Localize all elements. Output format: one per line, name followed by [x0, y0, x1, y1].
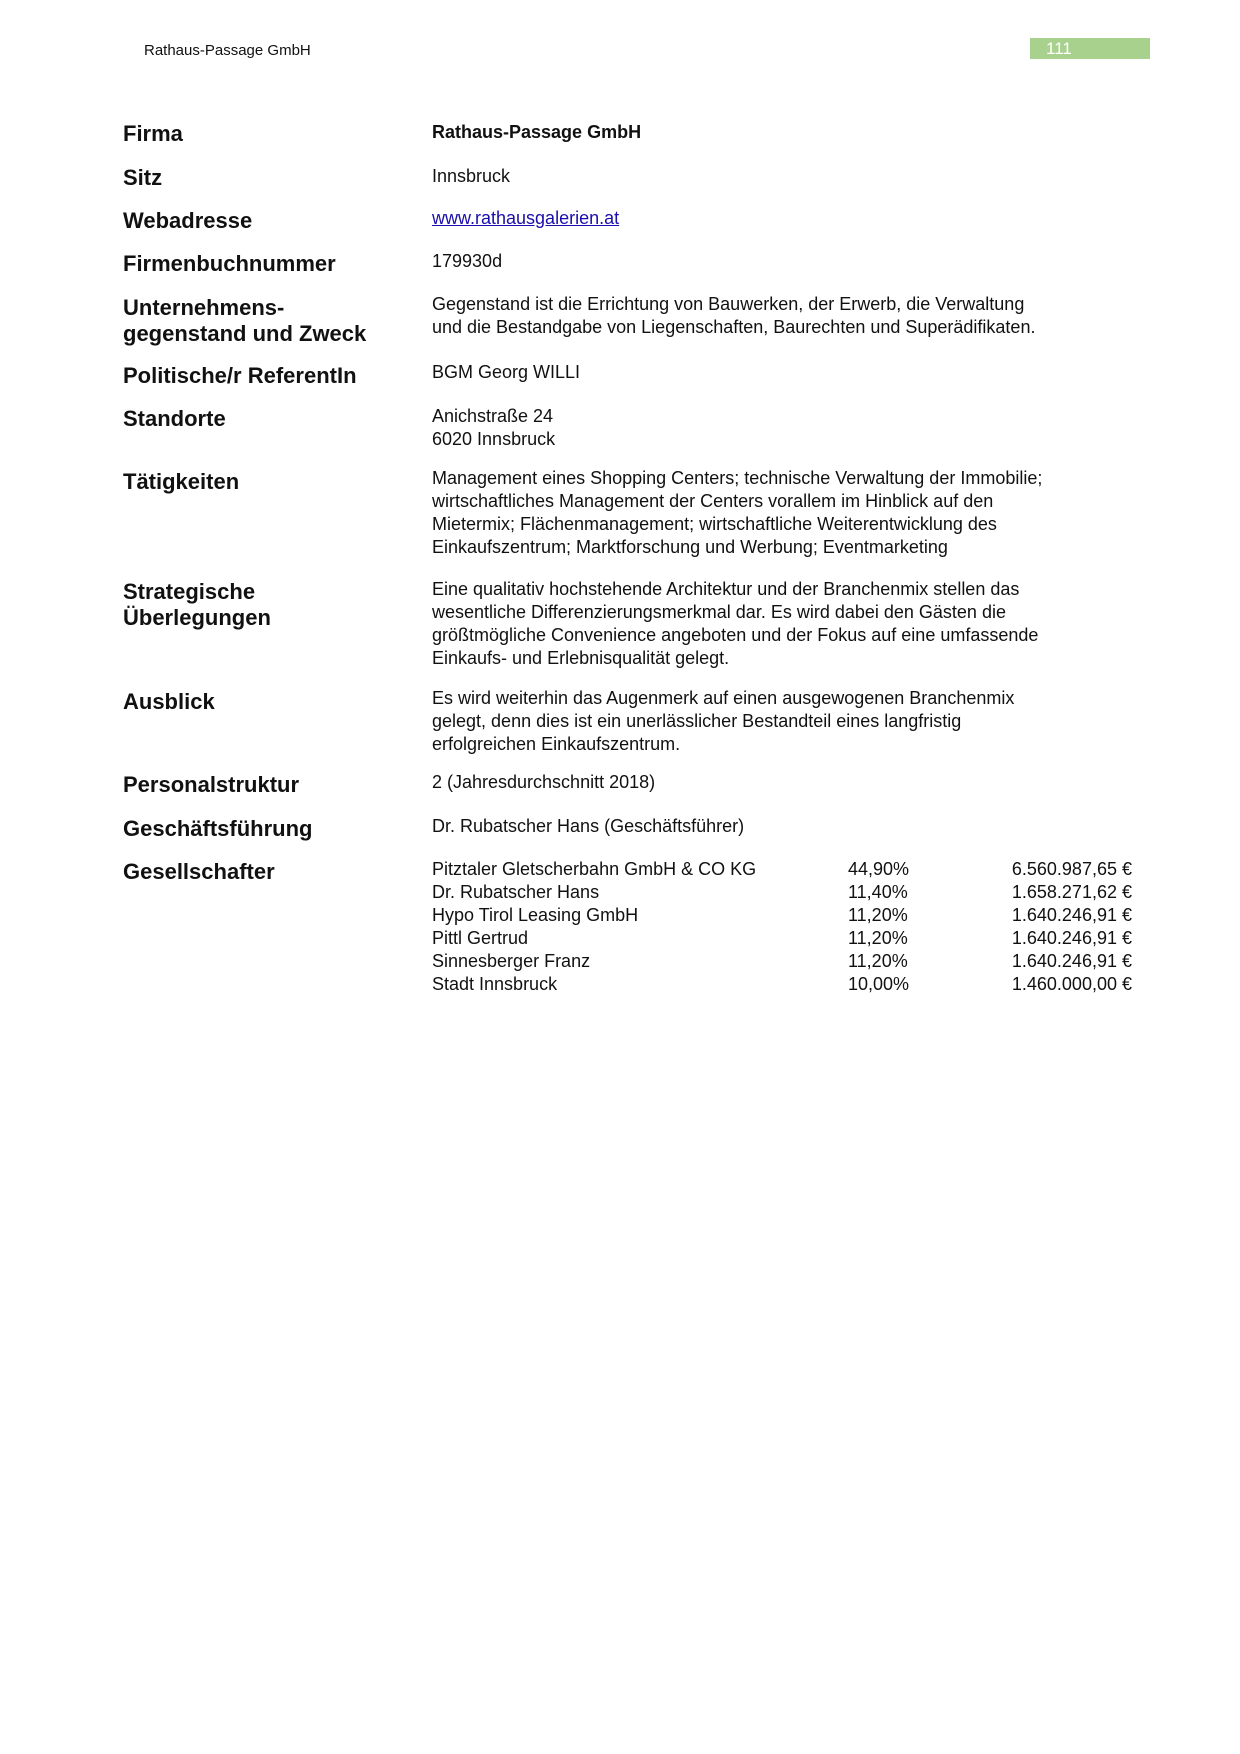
label-gesellschafter: Gesellschafter: [123, 859, 275, 884]
value-sitz: Innsbruck: [432, 166, 511, 186]
shareholder-name: Dr. Rubatscher Hans: [432, 882, 600, 902]
label-gegenstand-1: Unternehmens-: [123, 295, 285, 320]
value-taetigkeiten-line-3: Mietermix; Flächenmanagement; wirtschaftliche Weiterentwicklung des: [432, 514, 997, 534]
value-firma: Rathaus-Passage GmbH: [432, 122, 642, 142]
shareholder-percent: 11,20%: [848, 928, 908, 948]
shareholder-row: [432, 858, 1132, 881]
label-firmenbuchnummer: Firmenbuchnummer: [123, 251, 336, 276]
value-referent: BGM Georg WILLI: [432, 362, 581, 382]
shareholder-name: Pittl Gertrud: [432, 928, 529, 948]
shareholder-row: [432, 927, 1132, 950]
label-standorte: Standorte: [123, 406, 226, 431]
shareholder-percent: 44,90%: [848, 859, 910, 879]
shareholder-row: [432, 973, 1132, 996]
shareholder-amount: 1.658.271,62 €: [1011, 882, 1132, 902]
value-taetigkeiten-line-2: wirtschaftliches Management der Centers vorallem im Hinblick auf den: [432, 491, 994, 511]
value-strategie-line-2: wesentliche Differenzierungsmerkmal dar. Es wird dabei den Gästen die: [432, 602, 1006, 622]
value-geschaeftsfuehrung: Dr. Rubatscher Hans (Geschäftsführer): [432, 816, 745, 836]
shareholder-amount: 1.460.000,00 €: [1011, 974, 1132, 994]
label-referent: Politische/r ReferentIn: [123, 363, 357, 388]
shareholder-percent: 11,20%: [848, 905, 908, 925]
value-taetigkeiten-line-4: Einkaufszentrum; Marktforschung und Werbung; Eventmarketing: [432, 537, 948, 557]
shareholder-percent: 10,00%: [848, 974, 910, 994]
shareholder-name: Pitztaler Gletscherbahn GmbH & CO KG: [432, 859, 757, 879]
value-taetigkeiten-line-1: Management eines Shopping Centers; technische Verwaltung der Immobilie;: [432, 468, 1043, 488]
value-gegenstand-line-1: Gegenstand ist die Errichtung von Bauwerken, der Erwerb, die Verwaltung: [432, 294, 1025, 314]
label-strategie-1: Strategische: [123, 579, 256, 604]
label-taetigkeiten: Tätigkeiten: [123, 469, 240, 494]
value-standorte-line-2: 6020 Innsbruck: [432, 429, 556, 449]
value-ausblick-line-1: Es wird weiterhin das Augenmerk auf einen ausgewogenen Branchenmix: [432, 688, 1015, 708]
shareholder-amount: 1.640.246,91 €: [1011, 951, 1132, 971]
shareholder-row: [432, 950, 1132, 973]
shareholder-percent: 11,40%: [848, 882, 908, 902]
value-strategie-line-1: Eine qualitativ hochstehende Architektur und der Branchenmix stellen das: [432, 579, 1020, 599]
label-personal: Personalstruktur: [123, 772, 300, 797]
value-personal: 2 (Jahresdurchschnitt 2018): [432, 772, 656, 792]
label-geschaeftsfuehrung: Geschäftsführung: [123, 816, 313, 841]
label-firma: Firma: [123, 121, 183, 146]
value-ausblick-line-3: erfolgreichen Einkaufszentrum.: [432, 734, 681, 754]
shareholder-name: Stadt Innsbruck: [432, 974, 558, 994]
value-standorte-line-1: Anichstraße 24: [432, 406, 554, 426]
value-gegenstand-line-2: und die Bestandgabe von Liegenschaften, Baurechten und Superädifikaten.: [432, 317, 1036, 337]
label-ausblick: Ausblick: [123, 689, 215, 714]
value-strategie-line-4: Einkaufs- und Erlebnisqualität gelegt.: [432, 648, 730, 668]
shareholder-amount: 1.640.246,91 €: [1011, 928, 1132, 948]
page-number: 111: [1030, 38, 1150, 59]
page-header-title: Rathaus-Passage GmbH: [144, 42, 311, 59]
shareholder-row: [432, 904, 1132, 927]
label-webadresse: Webadresse: [123, 208, 253, 233]
value-firmenbuchnummer: 179930d: [432, 251, 503, 271]
value-ausblick-line-2: gelegt, denn dies ist ein unerlässlicher Bestandteil eines langfristig: [432, 711, 962, 731]
label-sitz: Sitz: [123, 165, 163, 190]
website-link[interactable]: www.rathausgalerien.at: [432, 208, 620, 228]
value-strategie-line-3: größtmögliche Convenience angeboten und der Fokus auf eine umfassende: [432, 625, 1039, 645]
shareholder-amount: 6.560.987,65 €: [1011, 859, 1132, 879]
shareholder-row: [432, 881, 1132, 904]
shareholder-name: Hypo Tirol Leasing GmbH: [432, 905, 639, 925]
shareholder-name: Sinnesberger Franz: [432, 951, 591, 971]
value-webadresse: [432, 207, 1132, 230]
label-gegenstand-2: gegenstand und Zweck: [123, 321, 367, 346]
shareholder-percent: 11,20%: [848, 951, 908, 971]
shareholder-amount: 1.640.246,91 €: [1011, 905, 1132, 925]
label-strategie-2: Überlegungen: [123, 605, 271, 630]
